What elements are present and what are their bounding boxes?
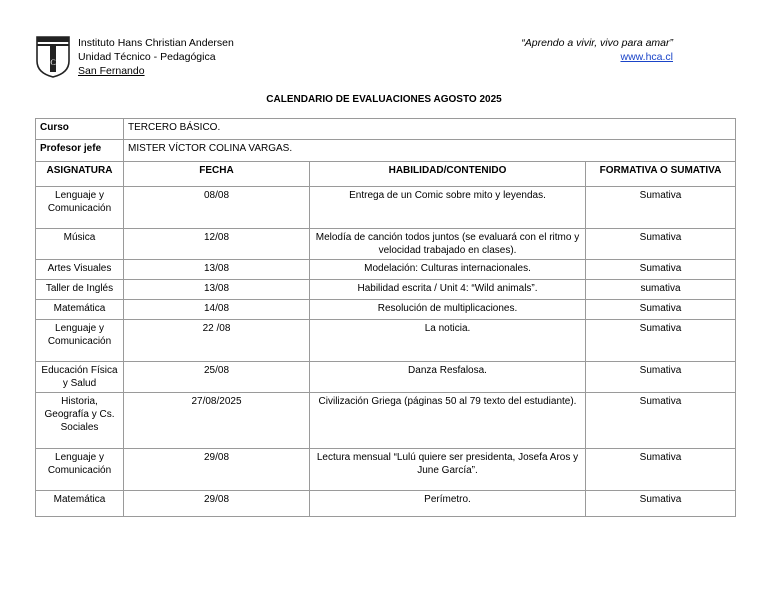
cell-tipo: Sumativa [586, 393, 736, 449]
table-row [36, 320, 736, 362]
page-title: CALENDARIO DE EVALUACIONES AGOSTO 2025 [266, 94, 502, 105]
cell-asignatura: Lenguaje y Comunicación [36, 320, 124, 362]
cell-asignatura: Lenguaje y Comunicación [36, 449, 124, 491]
cell-tipo: Sumativa [586, 449, 736, 491]
cell-asignatura: Matemática [36, 300, 124, 320]
table-row [36, 491, 736, 517]
cell-fecha: 29/08 [124, 491, 310, 517]
cell-asignatura: Educación Física y Salud [36, 362, 124, 393]
cell-tipo: Sumativa [586, 362, 736, 393]
curso-value: TERCERO BÁSICO. [124, 119, 736, 140]
cell-asignatura: Música [36, 229, 124, 260]
profesor-value: MISTER VÍCTOR COLINA VARGAS. [124, 140, 736, 162]
cell-contenido: La noticia. [310, 320, 586, 362]
website-link[interactable]: www.hca.cl [620, 51, 673, 63]
cell-contenido: Habilidad escrita / Unit 4: “Wild animals”. [310, 280, 586, 300]
cell-fecha: 25/08 [124, 362, 310, 393]
table-row [36, 260, 736, 280]
cell-contenido: Resolución de multiplicaciones. [310, 300, 586, 320]
cell-fecha: 13/08 [124, 280, 310, 300]
cell-tipo: Sumativa [586, 491, 736, 517]
cell-asignatura: Historia, Geografía y Cs. Sociales [36, 393, 124, 449]
cell-contenido: Entrega de un Comic sobre mito y leyendas. [310, 187, 586, 229]
school-city-link[interactable]: San Fernando [78, 65, 145, 77]
cell-tipo: Sumativa [586, 260, 736, 280]
school-name: Instituto Hans Christian Andersen [78, 37, 234, 49]
curso-row [36, 119, 736, 140]
cell-contenido: Melodía de canción todos juntos (se evaluará con el ritmo y velocidad trabajado en clases). [310, 229, 586, 260]
school-motto: “Aprendo a vivir, vivo para amar” [521, 37, 673, 49]
cell-asignatura: Lenguaje y Comunicación [36, 187, 124, 229]
cell-fecha: 29/08 [124, 449, 310, 491]
cell-asignatura: Taller de Inglés [36, 280, 124, 300]
logo-text: HCA [44, 58, 62, 67]
cell-contenido: Civilización Griega (páginas 50 al 79 texto del estudiante). [310, 393, 586, 449]
column-header-fecha: FECHA [124, 162, 310, 187]
curso-label: Curso [36, 119, 124, 140]
table-row [36, 187, 736, 229]
cell-fecha: 08/08 [124, 187, 310, 229]
cell-contenido: Danza Resfalosa. [310, 362, 586, 393]
table-row [36, 300, 736, 320]
column-header-asignatura: ASIGNATURA [36, 162, 124, 187]
cell-fecha: 22 /08 [124, 320, 310, 362]
school-info [78, 36, 234, 78]
table-row [36, 362, 736, 393]
cell-tipo: sumativa [586, 280, 736, 300]
evaluation-calendar-table [35, 118, 736, 517]
school-motto-block [521, 36, 673, 64]
cell-fecha: 13/08 [124, 260, 310, 280]
table-row [36, 393, 736, 449]
profesor-row [36, 140, 736, 162]
table-row [36, 449, 736, 491]
profesor-label: Profesor jefe [36, 140, 124, 162]
cell-tipo: Sumativa [586, 320, 736, 362]
table-row [36, 229, 736, 260]
cell-asignatura: Matemática [36, 491, 124, 517]
table-row [36, 280, 736, 300]
column-header-contenido: HABILIDAD/CONTENIDO [310, 162, 586, 187]
cell-contenido: Perímetro. [310, 491, 586, 517]
column-header-tipo: FORMATIVA O SUMATIVA [586, 162, 736, 187]
cell-tipo: Sumativa [586, 229, 736, 260]
cell-asignatura: Artes Visuales [36, 260, 124, 280]
column-header-row [36, 162, 736, 187]
school-unit: Unidad Técnico - Pedagógica [78, 51, 216, 63]
cell-fecha: 27/08/2025 [124, 393, 310, 449]
cell-contenido: Modelación: Culturas internacionales. [310, 260, 586, 280]
cell-tipo: Sumativa [586, 300, 736, 320]
cell-contenido: Lectura mensual “Lulú quiere ser presidenta, Josefa Aros y June García”. [310, 449, 586, 491]
cell-tipo: Sumativa [586, 187, 736, 229]
school-logo [35, 35, 71, 79]
cell-fecha: 12/08 [124, 229, 310, 260]
cell-fecha: 14/08 [124, 300, 310, 320]
